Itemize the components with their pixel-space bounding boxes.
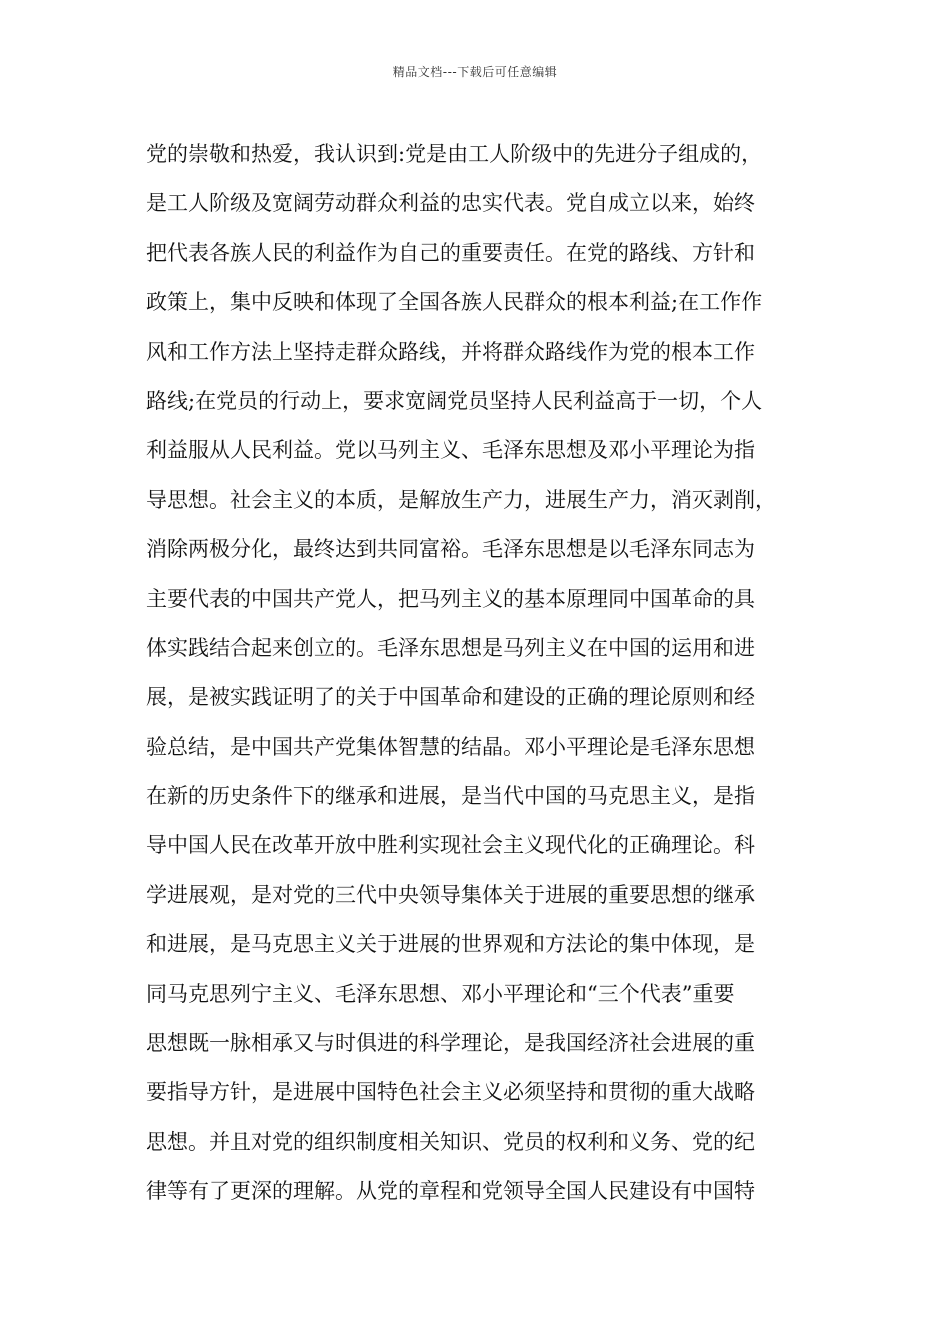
- text-line: 导中国人民在改革开放中胜利实现社会主义现代化的正确理论。科: [146, 833, 755, 858]
- text-line: 要指导方针，是进展中国特色社会主义必须坚持和贯彻的重大战略: [146, 1080, 755, 1105]
- text-line: 体实践结合起来创立的。毛泽东思想是马列主义在中国的运用和进: [146, 635, 755, 660]
- text-line: 政策上，集中反映和体现了全国各族人民群众的根本利益;在工作作: [146, 290, 763, 315]
- text-line: 是工人阶级及宽阔劳动群众利益的忠实代表。党自成立以来，始终: [146, 191, 755, 216]
- text-line: 和进展，是马克思主义关于进展的世界观和方法论的集中体现，是: [146, 932, 755, 957]
- body-text: [146, 130, 816, 1217]
- text-line: 利益服从人民利益。党以马列主义、毛泽东思想及邓小平理论为指: [146, 438, 755, 463]
- text-line: 消除两极分化，最终达到共同富裕。毛泽东思想是以毛泽东同志为: [146, 537, 755, 562]
- text-line: 导思想。社会主义的本质，是解放生产力，进展生产力，消灭剥削，: [146, 487, 776, 512]
- text-line: 思想。并且对党的组织制度相关知识、党员的权利和义务、党的纪: [146, 1129, 755, 1154]
- text-line: 学进展观，是对党的三代中央领导集体关于进展的重要思想的继承: [146, 882, 755, 907]
- text-line: 党的崇敬和热爱，我认识到:党是由工人阶级中的先进分子组成的，: [146, 142, 763, 166]
- text-line: 验总结，是中国共产党集体智慧的结晶。邓小平理论是毛泽东思想: [146, 734, 755, 759]
- text-line: 路线;在党员的行动上，要求宽阔党员坚持人民利益高于一切，个人: [146, 388, 763, 413]
- text-line: 主要代表的中国共产党人，把马列主义的基本原理同中国革命的具: [146, 586, 755, 611]
- text-line: 律等有了更深的理解。从党的章程和党领导全国人民建设有中国特: [146, 1179, 755, 1204]
- text-line: 同马克思列宁主义、毛泽东思想、邓小平理论和“三个代表”重要: [146, 981, 735, 1006]
- text-line: 展，是被实践证明了的关于中国革命和建设的正确的理论原则和经: [146, 685, 755, 710]
- text-line: 在新的历史条件下的继承和进展，是当代中国的马克思主义，是指: [146, 784, 755, 809]
- text-line: 把代表各族人民的利益作为自己的重要责任。在党的路线、方针和: [146, 240, 755, 265]
- text-line: 风和工作方法上坚持走群众路线，并将群众路线作为党的根本工作: [146, 339, 755, 364]
- page-header: 精品文档---下载后可任意编辑: [392, 65, 558, 79]
- text-line: 思想既一脉相承又与时俱进的科学理论，是我国经济社会进展的重: [146, 1031, 755, 1056]
